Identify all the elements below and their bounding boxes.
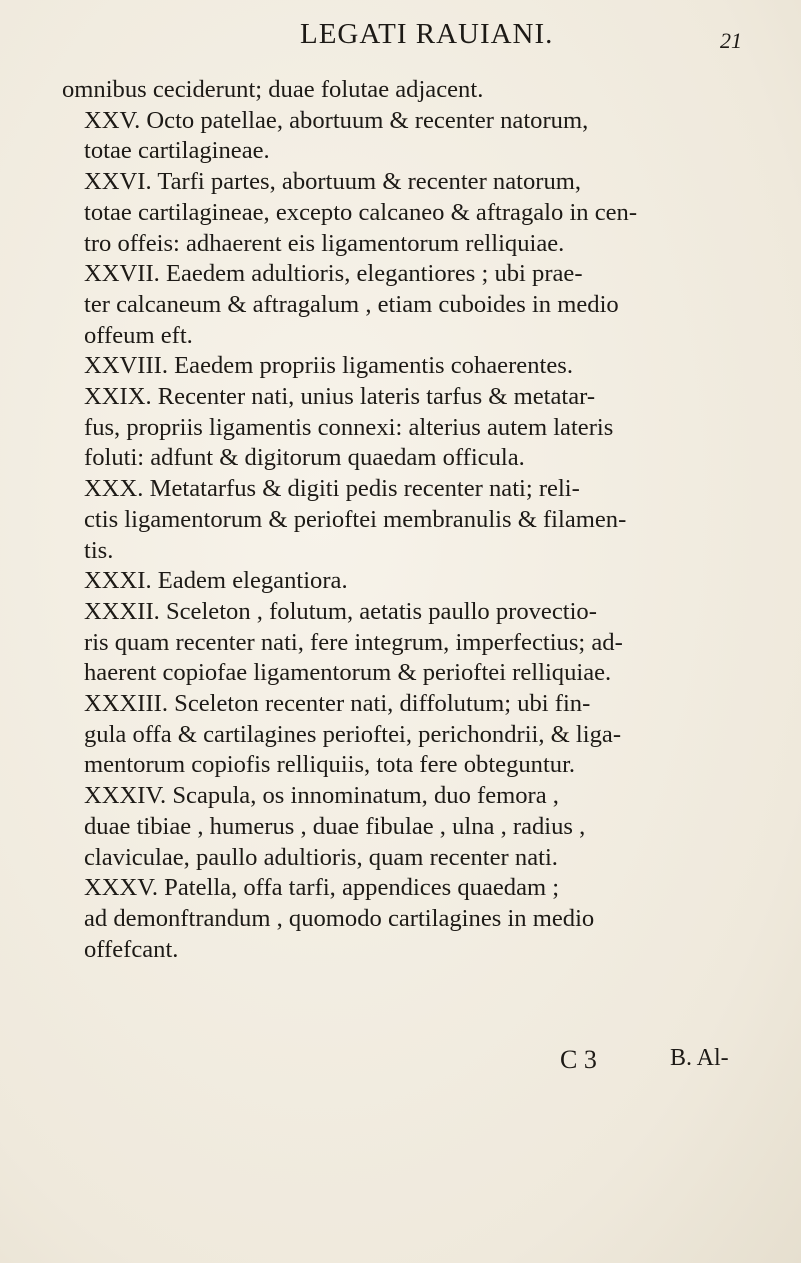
text-line: tro offeis: adhaerent eis ligamentorum relliquiae. [84,229,565,257]
paragraph [62,382,762,474]
text-line: totae cartilagineae, excepto calcaneo & aftragalo in cen- [84,198,638,226]
running-head: LEGATI RAUIANI. [300,18,554,50]
text-line: duae tibiae , humerus , duae fibulae , ulna , radius , [84,812,586,840]
paragraph [62,474,762,566]
paragraph [62,351,762,382]
paragraph [62,781,762,873]
text-line: claviculae, paullo adultioris, quam recenter nati. [84,843,558,871]
text-line: XXV. Octo patellae, abortuum & recenter natorum, [84,106,589,134]
text-line: foluti: adfunt & digitorum quaedam officula. [84,444,525,472]
body-text [62,75,762,965]
text-line: XXVIII. Eaedem propriis ligamentis cohaerentes. [84,352,573,380]
paragraph [62,75,762,106]
text-line: ris quam recenter nati, fere integrum, imperfectius; ad- [84,628,623,656]
text-line: XXXI. Eadem elegantiora. [84,567,348,595]
page-footer [0,1045,801,1085]
text-line: offeum eft. [84,321,193,349]
text-line: omnibus ceciderunt; duae folutae adjacent. [62,76,484,103]
signature-mark: C 3 [560,1045,597,1074]
text-line: totae cartilagineae. [84,137,270,165]
paragraph [62,597,762,689]
text-line: fus, propriis ligamentis connexi: alterius autem lateris [84,413,614,441]
page-header [0,14,801,60]
paragraph [62,106,762,167]
paragraph [62,167,762,259]
text-line: gula offa & cartilagines perioftei, perichondrii, & liga- [84,720,622,748]
paragraph [62,259,762,351]
text-line: XXXIII. Sceleton recenter nati, diffolutum; ubi fin- [84,690,591,718]
page-number: 21 [720,28,742,53]
text-line: offefcant. [84,935,179,963]
text-line: tis. [84,536,114,564]
text-line: XXX. Metatarfus & digiti pedis recenter nati; reli- [84,475,580,503]
paragraph [62,873,762,965]
text-line: XXXV. Patella, offa tarfi, appendices quaedam ; [84,874,560,902]
paragraph [62,566,762,597]
text-line: XXIX. Recenter nati, unius lateris tarfus & metatar- [84,383,596,411]
text-line: XXVI. Tarfi partes, abortuum & recenter natorum, [84,168,582,196]
text-line: ad demonftrandum , quomodo cartilagines in medio [84,904,595,932]
text-line: ter calcaneum & aftragalum , etiam cuboides in medio [84,290,619,318]
catchword: B. Al- [670,1045,729,1071]
text-line: haerent copiofae ligamentorum & perioftei relliquiae. [84,659,612,687]
text-line: mentorum copiofis relliquiis, tota fere obteguntur. [84,751,576,779]
text-line: XXXII. Sceleton , folutum, aetatis paullo provectio- [84,597,597,625]
text-line: XXVII. Eaedem adultioris, elegantiores ; ubi prae- [84,260,583,288]
text-line: XXXIV. Scapula, os innominatum, duo femora , [84,782,559,810]
text-line: ctis ligamentorum & perioftei membranulis & filamen- [84,505,627,533]
paragraph [62,689,762,781]
